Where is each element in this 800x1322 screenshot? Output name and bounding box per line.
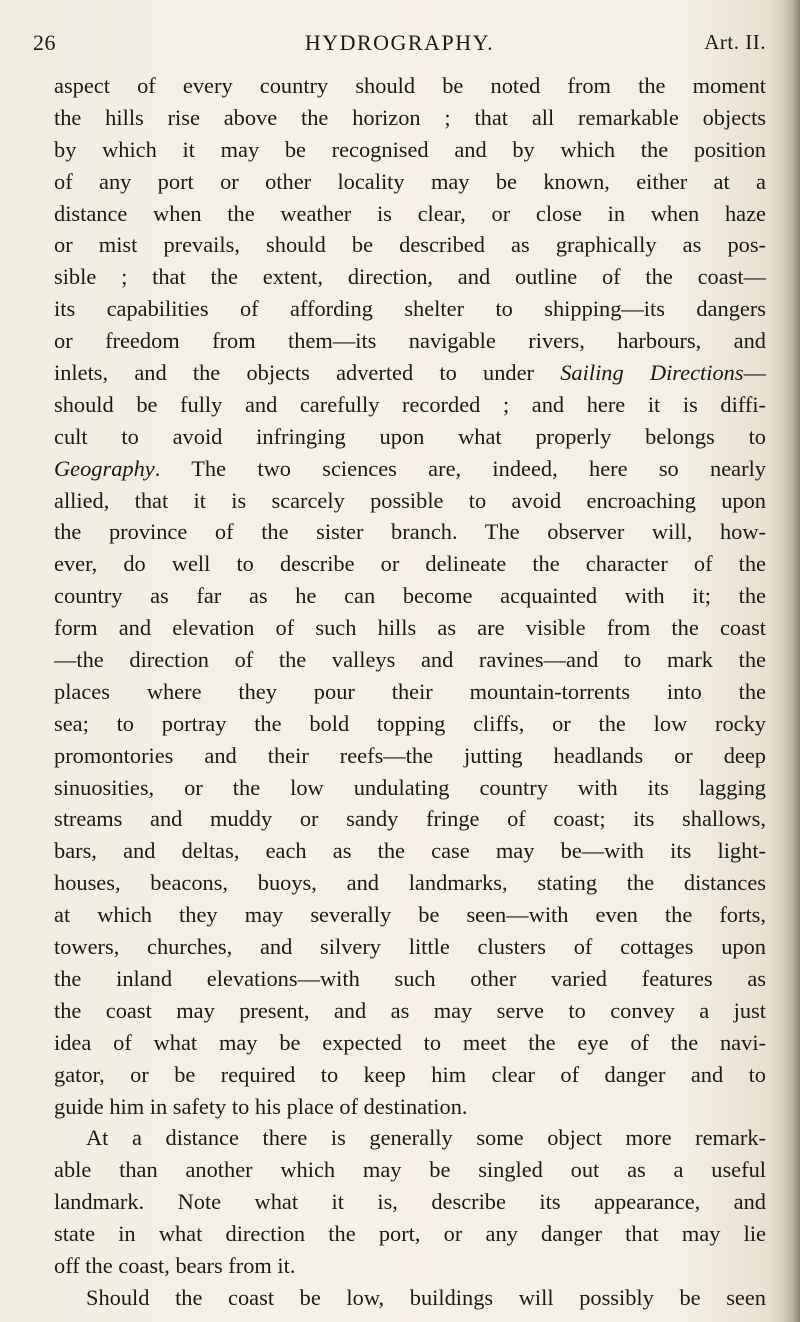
italic-term-geography: Geography bbox=[54, 455, 155, 481]
text-line bbox=[54, 357, 766, 389]
text-line: or mist prevails, should be described as graphically as pos- bbox=[54, 232, 766, 258]
text-line: the inland elevations—with such other varied features as bbox=[54, 965, 766, 991]
running-header bbox=[33, 30, 766, 64]
text-line: bars, and deltas, each as the case may be—with its light- bbox=[54, 838, 766, 864]
text-line: sinuosities, or the low undulating country with its lagging bbox=[54, 774, 766, 800]
text-line: promontories and their reefs—the jutting headlands or deep bbox=[54, 742, 766, 768]
text-segment: . The two sciences are, indeed, here so nearly bbox=[154, 455, 766, 481]
text-line: idea of what may be expected to meet the eye of the navi- bbox=[54, 1029, 766, 1055]
page-edge-shadow bbox=[782, 0, 800, 1322]
text-line: form and elevation of such hills as are visible from the coast bbox=[54, 615, 766, 641]
text-line: cult to avoid infringing upon what properly belongs to bbox=[54, 423, 766, 449]
running-title: HYDROGRAPHY. bbox=[304, 30, 495, 55]
text-line: should be fully and carefully recorded ; and here it is diffi- bbox=[54, 391, 766, 417]
text-line: landmark. Note what it is, describe its appearance, and bbox=[54, 1189, 766, 1215]
text-segment: inlets, and the objects adverted to under bbox=[54, 360, 561, 386]
text-line: by which it may be recognised and by which the position bbox=[54, 136, 766, 162]
text-line: guide him in safety to his place of destination. bbox=[54, 1093, 468, 1119]
text-line: sible ; that the extent, direction, and outline of the coast— bbox=[54, 264, 766, 290]
text-line: streams and muddy or sandy fringe of coast; its shallows, bbox=[54, 806, 766, 832]
text-line: at which they may severally be seen—with even the forts, bbox=[54, 902, 766, 928]
text-line: sea; to portray the bold topping cliffs, or the low rocky bbox=[54, 710, 766, 736]
text-line: Should the coast be low, buildings will possibly be seen bbox=[86, 1284, 766, 1310]
text-line: aspect of every country should be noted from the moment bbox=[54, 73, 766, 98]
text-segment: — bbox=[743, 360, 766, 386]
text-line: or freedom from them—its navigable rivers, harbours, and bbox=[54, 328, 766, 354]
text-line: the hills rise above the horizon ; that all remarkable objects bbox=[54, 104, 766, 130]
text-line: its capabilities of affording shelter to shipping—its dangers bbox=[54, 296, 766, 322]
text-line: At a distance there is generally some object more remark- bbox=[86, 1125, 766, 1151]
italic-term-sailing-directions: Sailing Directions bbox=[560, 360, 744, 386]
text-line: distance when the weather is clear, or close in when haze bbox=[54, 200, 766, 226]
text-line: country as far as he can become acquainted with it; the bbox=[54, 583, 766, 609]
page-number: 26 bbox=[33, 30, 56, 55]
text-line: ever, do well to describe or delineate the character of the bbox=[54, 551, 766, 577]
text-line bbox=[54, 453, 766, 485]
text-line: towers, churches, and silvery little clusters of cottages upon bbox=[54, 934, 766, 960]
text-line: houses, beacons, buoys, and landmarks, stating the distances bbox=[54, 870, 766, 896]
text-line: allied, that it is scarcely possible to avoid encroaching upon bbox=[54, 487, 766, 513]
text-line: of any port or other locality may be known, either at a bbox=[54, 168, 766, 194]
body-text bbox=[54, 70, 766, 1314]
text-line: places where they pour their mountain-torrents into the bbox=[54, 678, 766, 704]
text-line: gator, or be required to keep him clear of danger and to bbox=[54, 1061, 766, 1087]
text-line: the province of the sister branch. The observer will, how- bbox=[54, 519, 766, 545]
text-line: the coast may present, and as may serve to convey a just bbox=[54, 997, 766, 1023]
text-line: state in what direction the port, or any danger that may lie bbox=[54, 1221, 766, 1247]
text-line: able than another which may be singled out as a useful bbox=[54, 1157, 766, 1183]
text-line: —the direction of the valleys and ravines—and to mark the bbox=[54, 647, 766, 673]
text-line: off the coast, bears from it. bbox=[54, 1252, 296, 1278]
article-reference: Art. II. bbox=[704, 30, 766, 54]
